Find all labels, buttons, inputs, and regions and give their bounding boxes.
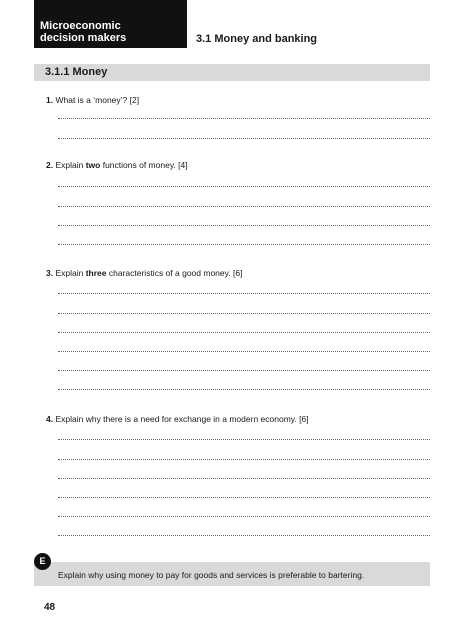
answer-line[interactable] [58,439,430,440]
answer-line[interactable] [58,459,430,460]
extension-badge-icon: E [34,553,51,570]
question-text: Explain [55,160,86,170]
extension-task-box [34,562,430,586]
answer-line[interactable] [58,225,430,226]
answer-line[interactable] [58,497,430,498]
answer-line[interactable] [58,118,430,119]
chapter-tab [34,0,187,48]
answer-line[interactable] [58,332,430,333]
section-title: 3.1 Money and banking [196,33,318,45]
answer-line[interactable] [58,351,430,352]
answer-line[interactable] [58,478,430,479]
question-text: Explain [55,268,86,278]
question-text: Explain why there is a need for exchange in a modern economy. [6] [55,414,309,424]
chapter-title-line-2: decision makers [40,32,127,44]
question-text: What is a ‘money’? [2] [55,95,140,105]
subsection-title: 3.1.1 Money [45,66,108,78]
question-emphasis: two [85,160,101,170]
answer-line[interactable] [58,516,430,517]
question-number: 4. [46,414,54,424]
answer-line[interactable] [58,293,430,294]
chapter-title-line-1: Microeconomic [40,20,121,32]
question-text-end: functions of money. [4] [100,160,188,170]
answer-line[interactable] [58,206,430,207]
page-number: 48 [44,602,56,613]
question-1 [46,95,139,105]
question-2 [46,160,188,170]
answer-line[interactable] [58,389,430,390]
question-3 [46,268,242,278]
answer-line[interactable] [58,313,430,314]
answer-line[interactable] [58,186,430,187]
subsection-header [34,64,430,81]
question-number: 2. [46,160,54,170]
answer-line[interactable] [58,370,430,371]
question-number: 3. [46,268,54,278]
question-text-end: characteristics of a good money. [6] [106,268,243,278]
answer-line[interactable] [58,244,430,245]
extension-task-text: Explain why using money to pay for goods and services is preferable to bartering. [58,570,365,580]
question-number: 1. [46,95,54,105]
question-4 [46,414,309,424]
question-emphasis: three [85,268,107,278]
answer-line[interactable] [58,535,430,536]
answer-line[interactable] [58,138,430,139]
